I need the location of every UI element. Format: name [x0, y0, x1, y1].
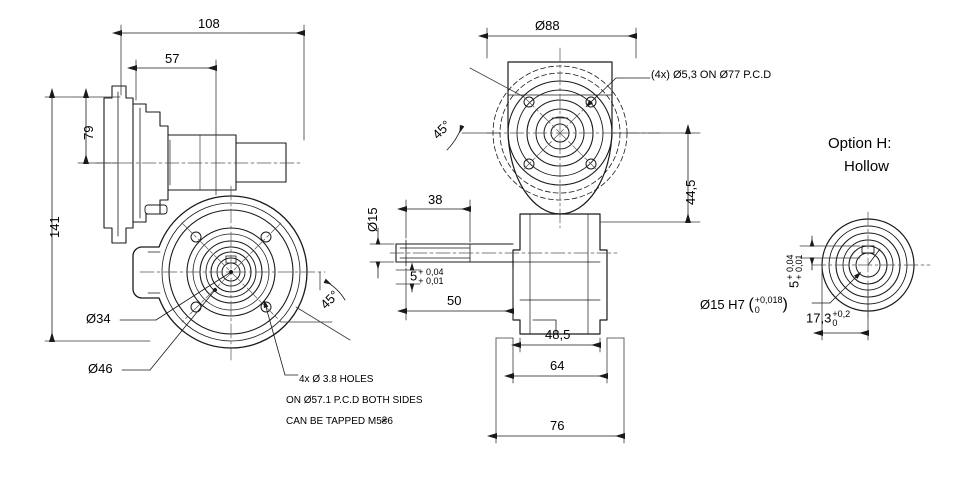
note-pcd-label: (4x) Ø5,3 ON Ø77 P.C.D — [651, 69, 772, 81]
note-holes-line2: ON Ø57.1 P.C.D BOTH SIDES — [286, 395, 423, 406]
dim-5-tolerance — [418, 268, 443, 286]
option-h-title-line1: Option H: — [828, 135, 892, 152]
dim-50-label: 50 — [447, 293, 462, 308]
left-side-profile — [104, 86, 286, 243]
dim-76-label: 76 — [550, 418, 565, 433]
dia-15-h7-group — [700, 296, 788, 315]
dim-5-label: 5 — [410, 268, 418, 284]
dia-46-label: Ø46 — [88, 361, 113, 376]
dim-44-5-label: 44,5 — [683, 179, 698, 205]
dim-141-label: 141 — [47, 216, 62, 238]
note-holes-line3: CAN BE TAPPED M5₴6 — [286, 416, 393, 427]
option-h-title-line2: Hollow — [844, 158, 890, 175]
dim-5-right-label: 5 — [786, 280, 802, 288]
dim-17-3-tolerance — [832, 310, 850, 328]
paren-open: ( — [748, 296, 754, 313]
dim-57-label: 57 — [165, 51, 180, 66]
dia-88-label: Ø88 — [535, 18, 560, 33]
dim-17-tol-lower: 0 — [832, 318, 838, 329]
dim-17-tol-upper: +0,2 — [832, 309, 851, 319]
middle-dimensions — [370, 28, 700, 443]
dim-5-right-group — [786, 254, 804, 288]
dim-17-3-group — [806, 310, 850, 328]
dim-108-label: 108 — [198, 16, 220, 31]
dia-15-h7-label: Ø15 H7 — [700, 297, 745, 312]
dim-79-label: 79 — [81, 125, 96, 140]
dim-64-label: 64 — [550, 358, 565, 373]
angle-45-left-label: 45° — [317, 287, 342, 312]
dim-5-right-tolerance — [786, 254, 804, 279]
note-holes-line1: 4x Ø 3.8 HOLES — [299, 374, 374, 385]
dim-5-tol-lower: + 0,01 — [418, 276, 444, 287]
dia-15-h7-tolerance — [755, 296, 783, 314]
dim-5r-tol-upper: + 0,04 — [785, 254, 795, 280]
dim-5r-tol-lower: + 0,01 — [794, 254, 805, 280]
h7-tol-upper: +0,018 — [754, 295, 783, 306]
dia-34-label: Ø34 — [86, 311, 111, 326]
dim-5-tolerance-group — [410, 268, 444, 286]
dim-38-label: 38 — [428, 192, 443, 207]
dim-5-tol-upper: + 0,04 — [418, 267, 444, 277]
dim-48-5-label: 48,5 — [545, 327, 571, 342]
dim-17-3-label: 17,3 — [806, 310, 832, 326]
paren-close: ) — [782, 296, 788, 313]
h7-tol-lower: 0 — [754, 304, 760, 315]
angle-45-mid-label: 45° — [429, 117, 454, 142]
dia-15-label: Ø15 — [365, 207, 380, 232]
